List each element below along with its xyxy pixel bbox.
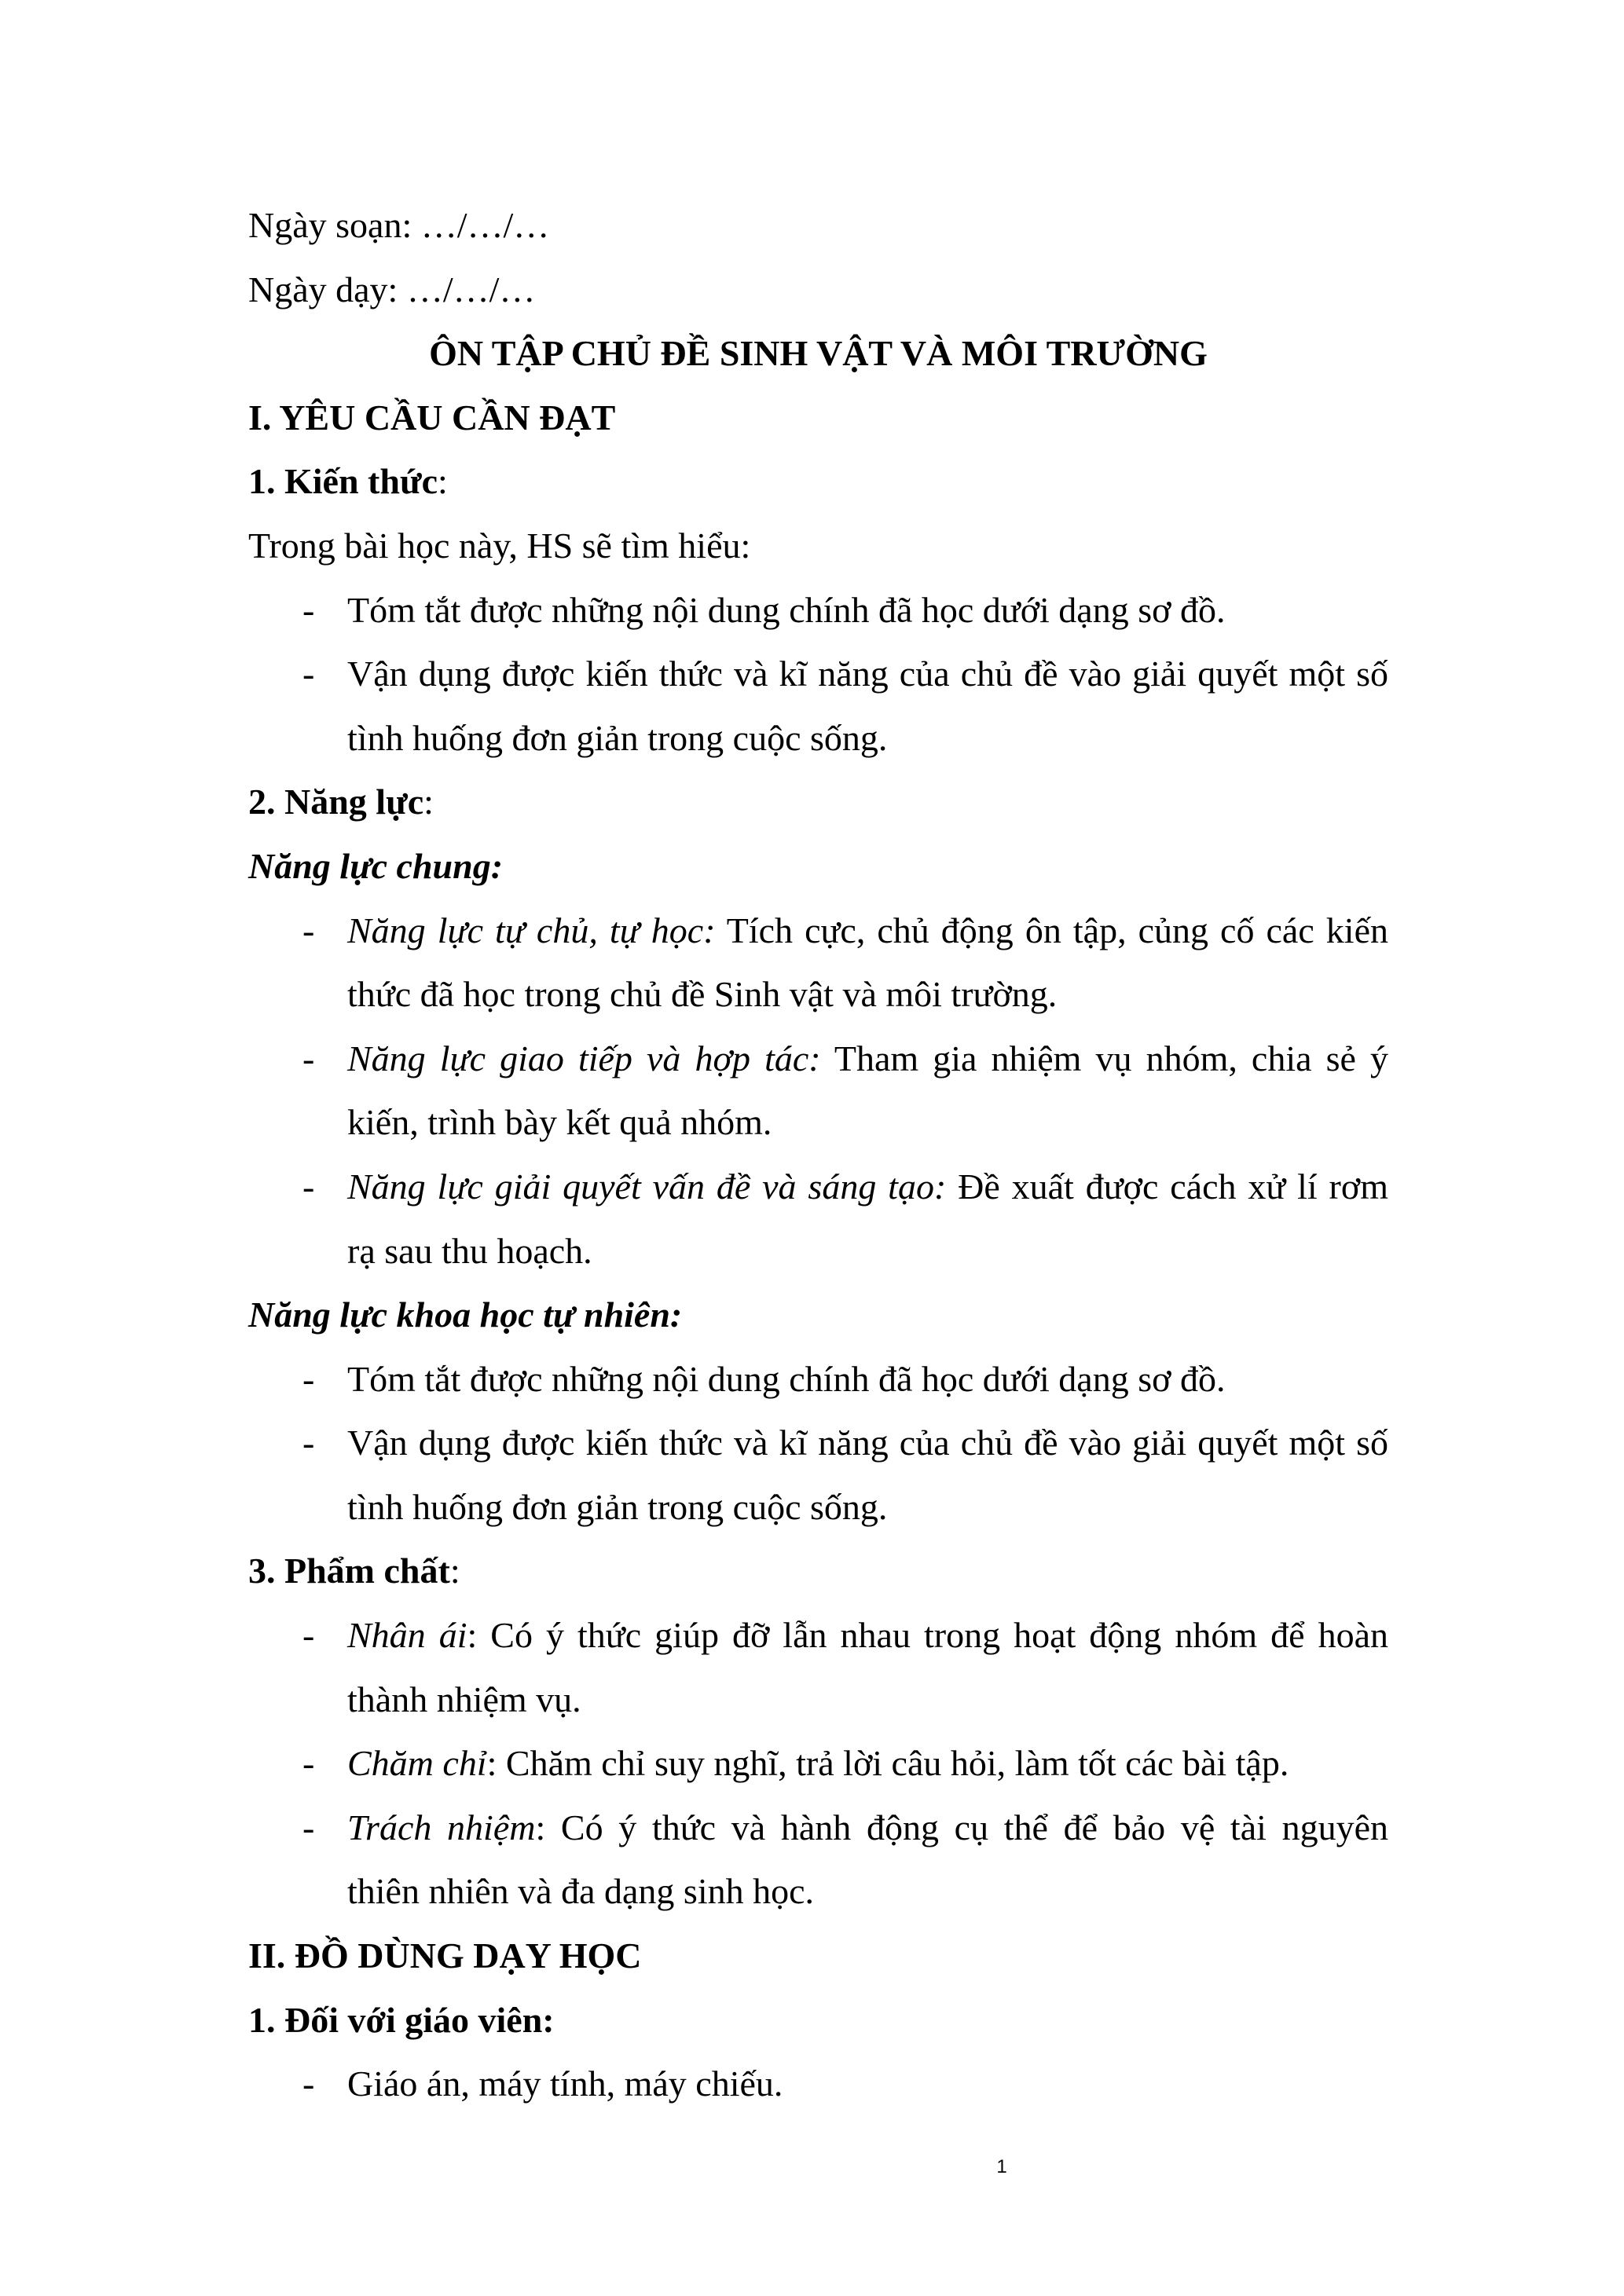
list-item-text: Đề xuất được cách xử lí rơm: [946, 1166, 1388, 1207]
list-item-label: Năng lực giải quyết vấn đề và sáng tạo:: [347, 1166, 947, 1207]
list-item: [248, 1731, 1388, 1796]
colon: :: [449, 1551, 460, 1591]
list-item-text: Vận dụng được kiến thức và kĩ năng của chủ đề vào giải quyết một số: [347, 654, 1388, 694]
list-item-label: Năng lực tự chủ, tự học:: [347, 910, 716, 950]
list-item: [248, 1347, 1388, 1412]
subheading-text: 3. Phẩm chất: [248, 1551, 450, 1591]
list-item: [248, 1796, 1388, 1860]
list-item-text: Giáo án, máy tính, máy chiếu.: [347, 2063, 783, 2104]
bullet-dash: -: [302, 654, 315, 694]
bullet-dash: -: [302, 1743, 315, 1784]
list-item-continuation: thức đã học trong chủ đề Sinh vật và môi trường.: [347, 974, 1058, 1015]
list-item-text: Tóm tắt được những nội dung chính đã học dưới dạng sơ đồ.: [347, 589, 1226, 630]
bullet-dash: -: [302, 589, 315, 630]
list-item-label: Năng lực giao tiếp và hợp tác:: [347, 1038, 821, 1078]
list-item-continuation: rạ sau thu hoạch.: [347, 1230, 592, 1271]
section-heading-requirements: I. YÊU CẦU CẦN ĐẠT: [248, 397, 616, 438]
bullet-dash: -: [302, 1807, 315, 1847]
science-competence-heading: Năng lực khoa học tự nhiên:: [248, 1294, 683, 1335]
list-item-text: : Có ý thức và hành động cụ thể để bảo vệ tài nguyên: [535, 1807, 1389, 1847]
section-heading-teaching-materials: II. ĐỒ DÙNG DẠY HỌC: [248, 1935, 642, 1976]
bullet-dash: -: [302, 1423, 315, 1463]
colon: :: [437, 461, 448, 502]
list-item: [248, 2052, 1388, 2116]
bullet-dash: -: [302, 1358, 315, 1399]
list-item-continuation: tình huống đơn giản trong cuộc sống.: [347, 1486, 888, 1527]
subheading-text: 1. Kiến thức: [248, 461, 438, 502]
list-item: [248, 1603, 1388, 1668]
list-item: [248, 899, 1388, 963]
date-prepared: Ngày soạn: …/…/…: [248, 205, 550, 245]
list-item-continuation: tình huống đơn giản trong cuộc sống.: [347, 717, 888, 758]
list-item-text: : Chăm chỉ suy nghĩ, trả lời câu hỏi, làm tốt các bài tập.: [486, 1743, 1289, 1784]
date-taught: Ngày dạy: …/…/…: [248, 269, 536, 309]
list-item: [248, 1155, 1388, 1219]
list-item-label: Trách nhiệm: [347, 1807, 536, 1847]
list-item: [248, 1411, 1388, 1475]
list-item-text: : Có ý thức giúp đỡ lẫn nhau trong hoạt động nhóm để hoàn: [467, 1615, 1388, 1656]
list-item-label: Nhân ái: [347, 1615, 467, 1656]
list-item: [248, 1027, 1388, 1091]
bullet-dash: -: [302, 910, 315, 950]
list-item: [248, 642, 1388, 706]
subheading-teacher: 1. Đối với giáo viên:: [248, 1999, 555, 2040]
list-item-label: Chăm chỉ: [347, 1743, 487, 1784]
bullet-dash: -: [302, 2063, 315, 2104]
page-number: 1: [996, 2156, 1007, 2177]
list-item-continuation: kiến, trình bày kết quả nhóm.: [347, 1102, 772, 1143]
list-item-continuation: thiên nhiên và đa dạng sinh học.: [347, 1871, 815, 1912]
bullet-dash: -: [302, 1038, 315, 1078]
list-item-text: Tóm tắt được những nội dung chính đã học dưới dạng sơ đồ.: [347, 1358, 1226, 1399]
subheading-competence: [248, 770, 1388, 834]
subheading-qualities: [248, 1539, 1388, 1603]
subheading-text: 2. Năng lực: [248, 782, 424, 822]
document-title: ÔN TẬP CHỦ ĐỀ SINH VẬT VÀ MÔI TRƯỜNG: [429, 333, 1208, 374]
list-item-text: Tích cực, chủ động ôn tập, củng cố các kiến: [715, 910, 1388, 950]
list-item-text: Vận dụng được kiến thức và kĩ năng của chủ đề vào giải quyết một số: [347, 1423, 1388, 1463]
colon: :: [423, 782, 434, 822]
subheading-knowledge: [248, 449, 1388, 514]
general-competence-heading: Năng lực chung:: [248, 845, 504, 886]
bullet-dash: -: [302, 1615, 315, 1656]
document-page: [248, 193, 1388, 2116]
list-item-continuation: thành nhiệm vụ.: [347, 1679, 581, 1719]
list-item: [248, 578, 1388, 643]
list-item-text: Tham gia nhiệm vụ nhóm, chia sẻ ý: [820, 1038, 1388, 1078]
bullet-dash: -: [302, 1166, 315, 1207]
knowledge-intro: Trong bài học này, HS sẽ tìm hiểu:: [248, 525, 751, 566]
